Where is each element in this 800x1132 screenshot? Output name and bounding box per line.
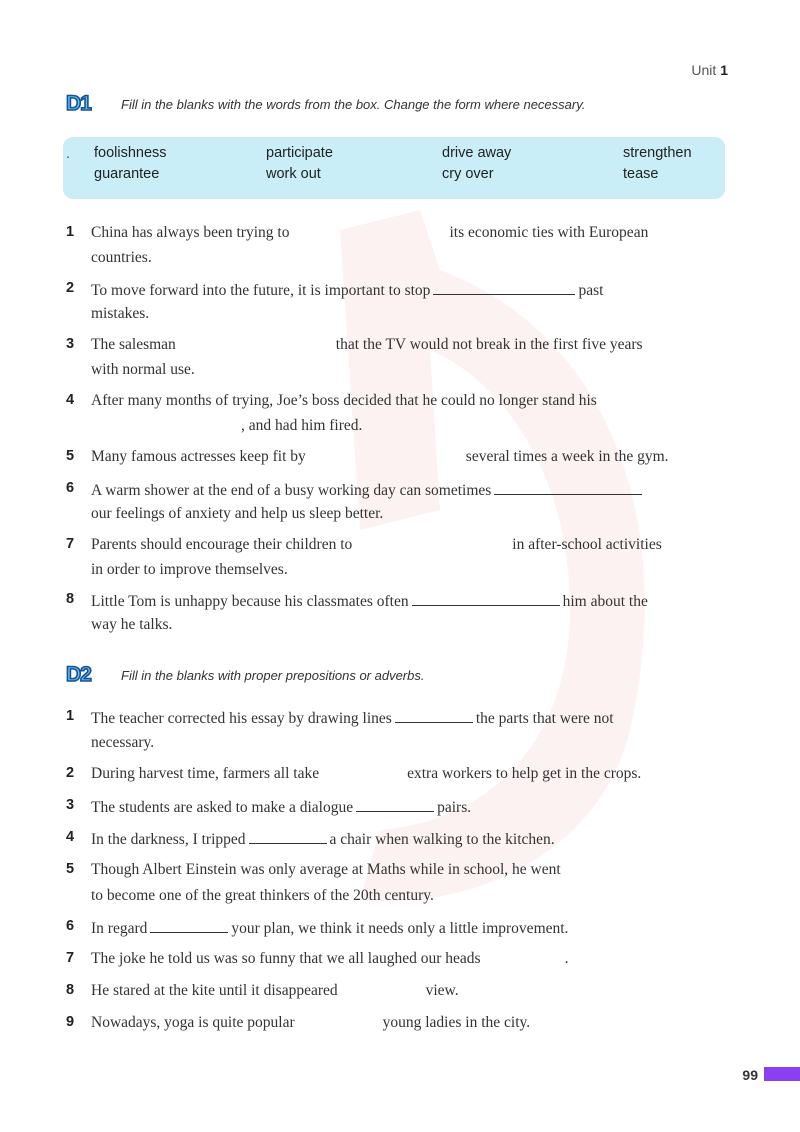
question-text: To move forward into the future, it is important to stop bbox=[91, 282, 431, 299]
question-text: its economic ties with European bbox=[449, 224, 649, 241]
question-text: Little Tom is unhappy because his classmates often bbox=[91, 593, 409, 610]
question-number: 6 bbox=[66, 480, 75, 496]
question-number: 9 bbox=[66, 1014, 75, 1030]
question-text: young ladies in the city. bbox=[382, 1014, 531, 1031]
question-text: the parts that were not bbox=[475, 710, 614, 727]
answer-blank[interactable] bbox=[412, 591, 560, 606]
question-number: 1 bbox=[66, 224, 75, 240]
question-text: He stared at the kite until it disappeared bbox=[91, 982, 338, 999]
question-number: 7 bbox=[66, 536, 75, 552]
question-text: After many months of trying, Joe’s boss decided that he could no longer stand his bbox=[91, 392, 597, 409]
question-number: 3 bbox=[66, 797, 75, 813]
answer-blank[interactable] bbox=[249, 829, 327, 844]
question-number: 4 bbox=[66, 392, 75, 408]
question-text: extra workers to help get in the crops. bbox=[407, 765, 642, 782]
d2-instruction: Fill in the blanks with proper prepositions or adverbs. bbox=[121, 668, 425, 683]
question-number: 7 bbox=[66, 950, 75, 966]
question-text: The joke he told us was so funny that we all laughed our heads bbox=[91, 950, 481, 967]
word-box-marker: . bbox=[66, 145, 70, 161]
word-box-item: tease bbox=[623, 166, 659, 182]
question-text: . bbox=[564, 950, 569, 967]
answer-blank[interactable] bbox=[494, 480, 642, 495]
question-text: Though Albert Einstein was only average at Maths while in school, he went bbox=[91, 861, 561, 878]
question-text: , and had him fired. bbox=[241, 417, 363, 434]
question-text: in after-school activities bbox=[512, 536, 662, 553]
d1-instruction: Fill in the blanks with the words from the box. Change the form where necessary. bbox=[121, 97, 586, 112]
question-text: mistakes. bbox=[91, 305, 150, 322]
question-text: In regard bbox=[91, 920, 148, 937]
question-text: The students are asked to make a dialogue bbox=[91, 799, 354, 816]
question-text: past bbox=[578, 282, 604, 299]
page-accent-bar bbox=[764, 1067, 800, 1081]
question-text: In the darkness, I tripped bbox=[91, 831, 246, 848]
word-box-item: work out bbox=[266, 166, 321, 182]
question-number: 2 bbox=[66, 280, 75, 296]
question-number: 6 bbox=[66, 918, 75, 934]
question-text: The teacher corrected his essay by drawing lines bbox=[91, 710, 392, 727]
question-text: with normal use. bbox=[91, 361, 195, 378]
question-text: Parents should encourage their children to bbox=[91, 536, 353, 553]
question-text: your plan, we think it needs only a little improvement. bbox=[231, 920, 569, 937]
question-text: The salesman bbox=[91, 336, 176, 353]
question-text: a chair when walking to the kitchen. bbox=[329, 831, 555, 848]
question-text: several times a week in the gym. bbox=[465, 448, 669, 465]
word-box-item: foolishness bbox=[94, 145, 167, 161]
question-text: to become one of the great thinkers of the 20th century. bbox=[91, 887, 434, 904]
question-text: A warm shower at the end of a busy working day can sometimes bbox=[91, 482, 492, 499]
answer-blank[interactable] bbox=[433, 280, 575, 295]
answer-blank[interactable] bbox=[356, 797, 434, 812]
question-text: our feelings of anxiety and help us sleep better. bbox=[91, 505, 384, 522]
question-text: him about the bbox=[562, 593, 648, 610]
question-number: 2 bbox=[66, 765, 75, 781]
question-text: view. bbox=[425, 982, 459, 999]
question-text: Nowadays, yoga is quite popular bbox=[91, 1014, 295, 1031]
question-text: way he talks. bbox=[91, 616, 173, 633]
word-box-item: guarantee bbox=[94, 166, 160, 182]
question-number: 5 bbox=[66, 861, 75, 877]
answer-blank[interactable] bbox=[395, 708, 473, 723]
word-box-item: cry over bbox=[442, 166, 494, 182]
question-number: 8 bbox=[66, 982, 75, 998]
page-number: 99 bbox=[742, 1067, 758, 1083]
question-number: 3 bbox=[66, 336, 75, 352]
question-text: Many famous actresses keep fit by bbox=[91, 448, 306, 465]
question-text: that the TV would not break in the first five years bbox=[335, 336, 643, 353]
unit-label: Unit 1 bbox=[691, 62, 728, 78]
question-text: During harvest time, farmers all take bbox=[91, 765, 320, 782]
d2-badge: D2 bbox=[66, 663, 91, 686]
answer-blank[interactable] bbox=[150, 918, 228, 933]
question-text: necessary. bbox=[91, 734, 155, 751]
question-text: pairs. bbox=[437, 799, 472, 816]
d1-badge: D1 bbox=[66, 92, 91, 115]
question-text: in order to improve themselves. bbox=[91, 561, 288, 578]
question-text: China has always been trying to bbox=[91, 224, 290, 241]
question-text: countries. bbox=[91, 249, 152, 266]
word-box-item: strengthen bbox=[623, 145, 692, 161]
question-number: 1 bbox=[66, 708, 75, 724]
word-box-item: drive away bbox=[442, 145, 512, 161]
word-box-item: participate bbox=[266, 145, 333, 161]
question-number: 8 bbox=[66, 591, 75, 607]
question-number: 4 bbox=[66, 829, 75, 845]
question-number: 5 bbox=[66, 448, 75, 464]
